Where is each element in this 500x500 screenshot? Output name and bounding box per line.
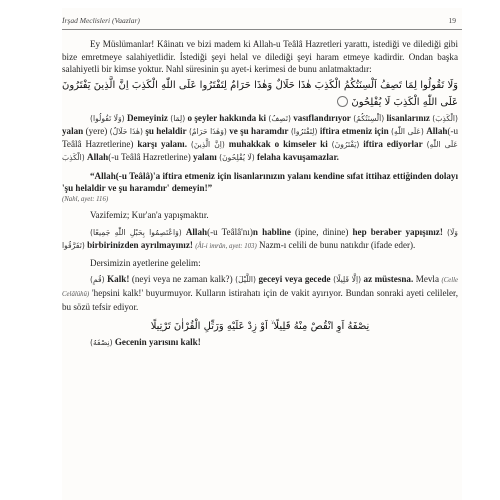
intro-paragraph: Ey Müslümanlar! Kâinatı ve bizi madem ki Allah-u Teâlâ Hazretleri yarattı, istediği ve dilediği gibi bize emretmeye salahiyetlidir. İstediği şeyi helal ve dilediği şeyi haram etmeye kadirdir. Ondan başka salahiyetli bir kimse yoktur. Nahl süresinin şu ayet-i kerimesi de bunu anlatmaktadır:: [62, 39, 458, 75]
word-gloss-nahl: (وَلَا تَقُولُوا) Demeyiniz (لِمَا) o şeyler hakkında ki (تَصِفُ) vasıflandırıyor (اَلْسِنَتُكُمُ) lisanlarınız (الْكَذِبَ) yalan (yere) (هٰذَا حَلَالٌ) şu helaldir (وَهٰذَا حَرَامٌ) ve şu haramdır (لِتَفْتَرُوا) iftira etmeniz için (عَلَى اللّٰهِ) Allah(-u Teâlâ Hazretlerine) karşı yalanı. (اِنَّ الَّذِينَ) muhakkak o kimseler ki (يَفْتَرُونَ) iftira ediyorlar (عَلَى اللّٰهِ الْكَذِبَ) Allah(-u Teâlâ Hazretlerine) yalanı (لَا يُفْلِحُونَ) felaha kavuşamazlar.: [62, 112, 459, 162]
verse-reference: (Nahl, ayet: 116): [62, 195, 109, 203]
lesson-paragraph: Dersimizin ayetlerine gelelim:: [90, 257, 201, 268]
page-number: 19: [448, 16, 456, 25]
page-header: [62, 16, 462, 28]
word-gloss-muzzammil: (قُمِ) Kalk! (neyi veya ne zaman kalk?) (اللَّيْلَ) geceyi veya gecede (اِلَّا قَلِيلًا) az müstesna. Mevla (Celle Celâlühû) 'hepsini kalk!' buyurmuyor. Kulların istirahatı için de vakit ayırıyor. Bundan sonraki ayeti celileler, bu sözü tefsir ediyor.: [62, 274, 459, 313]
verse-end-ornament-icon: [337, 96, 348, 107]
verse-translation-quote: “Allah(-u Teâlâ)'a iftira etmeniz için lisanlarınızın yalanı kendine sıfat ittihaz ettiğinden dolayı 'şu helaldir ve şu haramdır' demeyin!”: [62, 170, 458, 194]
book-page: [62, 8, 462, 500]
running-title: İrşad Meclisleri (Vaazlar): [62, 16, 140, 25]
arabic-verse-nahl: وَلَا تَقُولُوا لِمَا تَصِفُ اَلْسِنَتُكُمُ الْكَذِبَ هٰذَا حَلَالٌ وَهٰذَا حَرَامٌ لِتَفْتَرُوا عَلَى اللّٰهِ الْكَذِبَ اِنَّ الَّذِينَ يَفْتَرُونَ عَلَى اللّٰهِ الْكَذِبَ لَا يُفْلِحُونَ: [62, 79, 458, 108]
page-body: [62, 38, 458, 349]
header-rule: [62, 29, 462, 30]
arabic-verse-muzzammil: نِصْفَهُ اَوِ انْقُصْ مِنْهُ قَلِيلًا ۙ اَوْ زِدْ عَلَيْهِ وَرَتِّلِ الْقُرْاٰنَ تَرْتِيلًا: [150, 321, 370, 333]
word-gloss-imran: (وَاعْتَصِمُوا بِحَبْلِ اللّٰهِ جَمِيعًا) Allah(-u Teâlâ'nı)n habline (ipine, dinine) hep beraber yapışınız! (وَلَا تَفَرَّقُوا) birbirinizden ayrılmayınız! (Âl-i imrân, ayet: 103) Nazm-ı celili de bunu natıkdır (ifade eder).: [62, 226, 458, 250]
duty-paragraph: Vazifemiz; Kur'an'a yapışmaktır.: [90, 209, 209, 220]
word-gloss-nisfahu: (نِصْفَهُ) Gecenin yarısını kalk!: [90, 337, 201, 348]
